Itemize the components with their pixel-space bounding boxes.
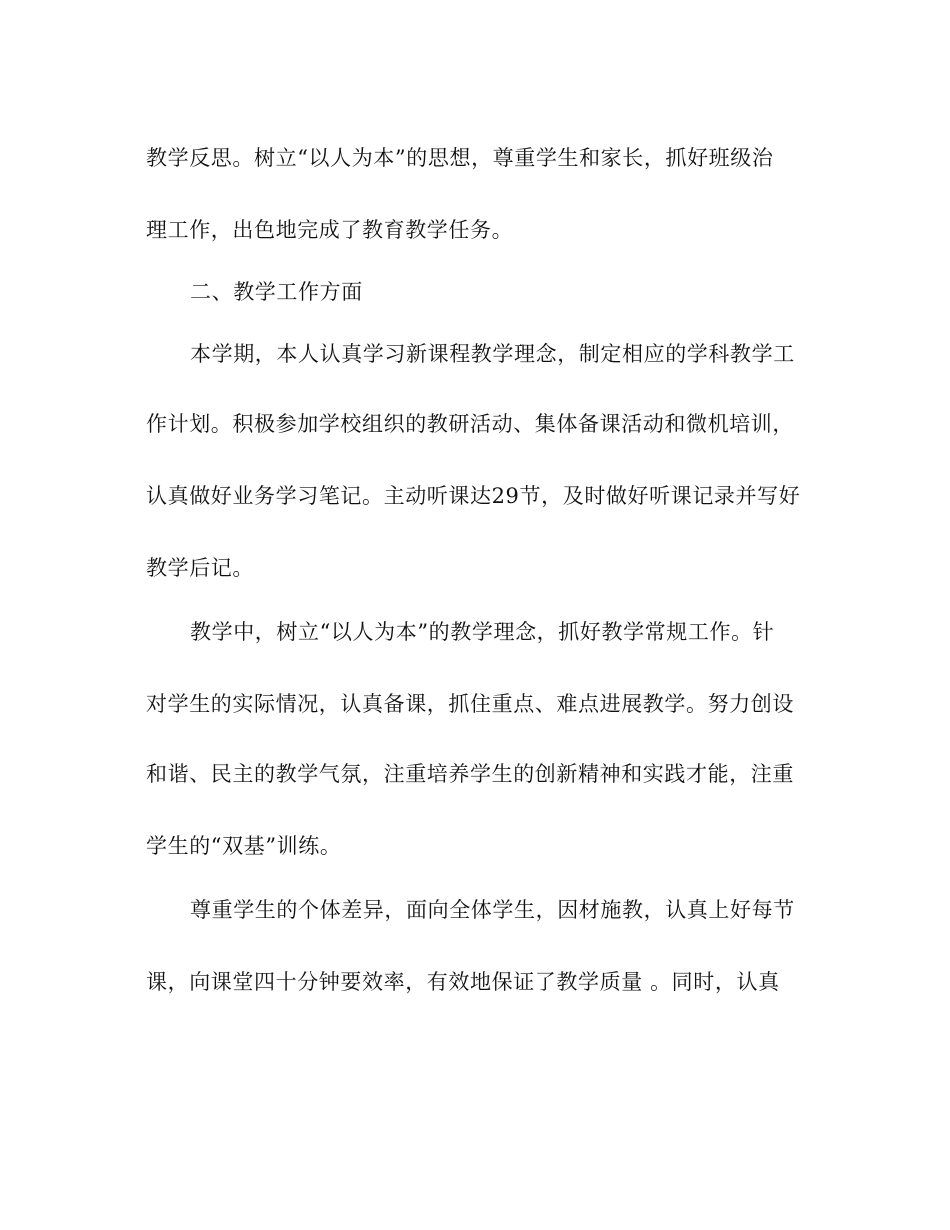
text-line: 本学期，本人认真学习新课程教学理念，制定相应的学科教学工 — [190, 342, 795, 366]
text-line: 教学后记。 — [146, 556, 254, 580]
text-line: 教学中，树立“以人为本”的教学理念，抓好教学常规工作。针 — [190, 620, 775, 644]
text-line: 作计划。积极参加学校组织的教研活动、集体备课活动和微机培训， — [146, 412, 794, 436]
text-line: 课，向课堂四十分钟要效率，有效地保证了教学质量 。同时，认真 — [146, 970, 780, 994]
text-line: 尊重学生的个体差异，面向全体学生，因材施教，认真上好每节 — [190, 898, 795, 922]
section-heading: 二、教学工作方面 — [190, 280, 363, 304]
text-line: 和谐、民主的教学气氛，注重培养学生的创新精神和实践才能，注重 — [146, 762, 794, 786]
text-line: 教学反思。树立“以人为本”的思想，尊重学生和家长，抓好班级治 — [146, 146, 774, 170]
text-line: 学生的“双基”训练。 — [146, 834, 342, 858]
text-line: 对学生的实际情况，认真备课，抓住重点、难点进展教学。努力创设 — [146, 692, 794, 716]
text-line: 理工作，出色地完成了教育教学任务。 — [146, 218, 514, 242]
text-line: 认真做好业务学习笔记。主动听课达29节，及时做好听课记录并写好 — [146, 484, 801, 508]
